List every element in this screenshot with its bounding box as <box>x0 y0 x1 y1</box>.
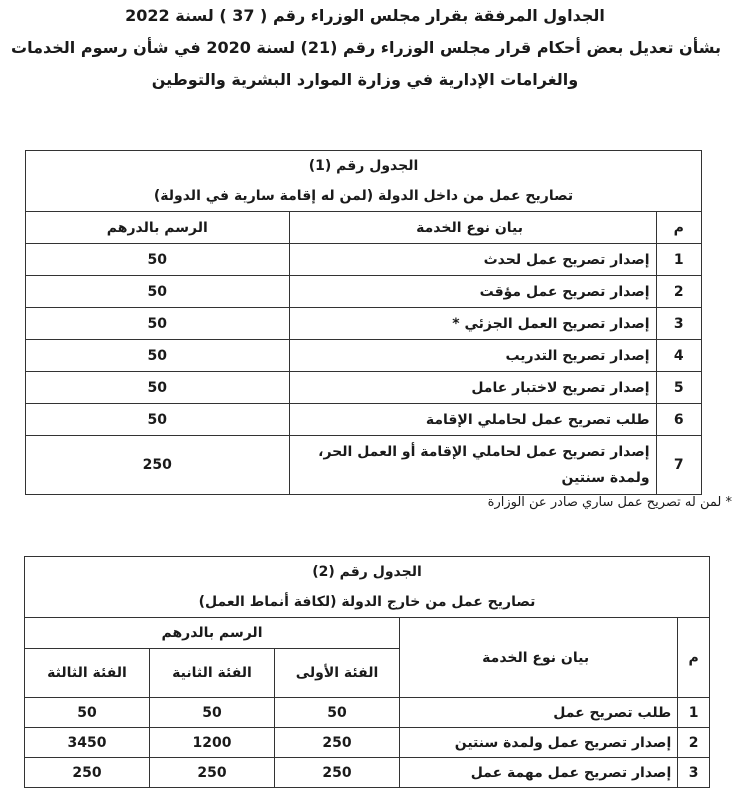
document-title-line-3: والغرامات الإدارية في وزارة الموارد البشرية والتوطين <box>151 70 579 89</box>
row-num: 2 <box>678 728 710 758</box>
table1-title-cell <box>26 151 702 212</box>
row-service: إصدار تصريح عمل لحاملي الإقامة أو العمل الحر، ولمدة سنتين <box>289 436 656 495</box>
fees-table-1 <box>25 150 702 495</box>
row-fee-category-2: 1200 <box>150 728 275 758</box>
row-service: إصدار تصريح لاختبار عامل <box>289 372 656 404</box>
header-service: بيان نوع الخدمة <box>289 212 656 244</box>
header-fee: الرسم بالدرهم <box>26 212 290 244</box>
row-num: 2 <box>656 276 701 308</box>
table-row <box>25 728 710 758</box>
row-num: 4 <box>656 340 701 372</box>
table-row <box>26 372 702 404</box>
row-num: 1 <box>656 244 701 276</box>
row-num: 5 <box>656 372 701 404</box>
table-row <box>25 758 710 788</box>
row-fee: 50 <box>26 244 290 276</box>
row-num: 1 <box>678 698 710 728</box>
row-num: 3 <box>656 308 701 340</box>
row-fee-category-1: 250 <box>274 728 399 758</box>
row-fee-category-3: 3450 <box>25 728 150 758</box>
row-num: 6 <box>656 404 701 436</box>
row-fee-category-1: 50 <box>274 698 399 728</box>
table-row <box>26 276 702 308</box>
row-num: 7 <box>656 436 701 495</box>
header-category-2: الفئة الثانية <box>150 649 275 698</box>
row-service: إصدار تصريح عمل ولمدة سنتين <box>400 728 678 758</box>
header-fee-group: الرسم بالدرهم <box>25 618 400 649</box>
row-fee: 50 <box>26 372 290 404</box>
row-num: 3 <box>678 758 710 788</box>
table1-title-row <box>26 151 702 212</box>
row-fee: 50 <box>26 340 290 372</box>
row-service: إصدار تصريح عمل مؤقت <box>289 276 656 308</box>
row-service: إصدار تصريح التدريب <box>289 340 656 372</box>
row-fee-category-3: 50 <box>25 698 150 728</box>
table2-title-row <box>25 557 710 618</box>
table-row <box>26 244 702 276</box>
row-fee-category-3: 250 <box>25 758 150 788</box>
table-row <box>26 436 702 495</box>
row-service: طلب تصريح عمل <box>400 698 678 728</box>
row-service: إصدار تصريح عمل مهمة عمل <box>400 758 678 788</box>
table1-header-row <box>26 212 702 244</box>
table-row <box>25 698 710 728</box>
header-service: بيان نوع الخدمة <box>400 618 678 698</box>
row-fee: 50 <box>26 404 290 436</box>
row-fee-category-2: 50 <box>150 698 275 728</box>
row-fee-category-2: 250 <box>150 758 275 788</box>
header-num: م <box>678 618 710 698</box>
document-title-line-2: بشأن تعديل بعض أحكام قرار مجلس الوزراء رقم (21) لسنة 2020 في شأن رسوم الخدمات <box>11 38 721 57</box>
document-title-line-1: الجداول المرفقة بقرار مجلس الوزراء رقم ( 37 ) لسنة 2022 <box>125 6 605 25</box>
table1-subtitle: تصاريح عمل من داخل الدولة (لمن له إقامة سارية في الدولة) <box>153 188 574 204</box>
row-fee: 250 <box>26 436 290 495</box>
table-row <box>26 404 702 436</box>
row-fee: 50 <box>26 308 290 340</box>
table1-footnote: * لمن له تصريح عمل ساري صادر عن الوزارة <box>487 495 732 510</box>
table2-subtitle: تصاريح عمل من خارج الدولة (لكافة أنماط العمل) <box>198 594 536 610</box>
row-fee: 50 <box>26 276 290 308</box>
row-service: طلب تصريح عمل لحاملي الإقامة <box>289 404 656 436</box>
table2-title-cell <box>25 557 710 618</box>
table2-title: الجدول رقم (2) <box>312 564 422 580</box>
row-service: إصدار تصريح العمل الجزئي * <box>289 308 656 340</box>
table2-group-header-row <box>25 618 710 649</box>
row-fee-category-1: 250 <box>274 758 399 788</box>
header-category-3: الفئة الثالثة <box>25 649 150 698</box>
table-row <box>26 340 702 372</box>
table1-title: الجدول رقم (1) <box>308 158 419 174</box>
row-service: إصدار تصريح عمل لحدث <box>289 244 656 276</box>
header-num: م <box>656 212 701 244</box>
fees-table-2 <box>24 556 710 788</box>
table-row <box>26 308 702 340</box>
header-category-1: الفئة الأولى <box>274 649 399 698</box>
